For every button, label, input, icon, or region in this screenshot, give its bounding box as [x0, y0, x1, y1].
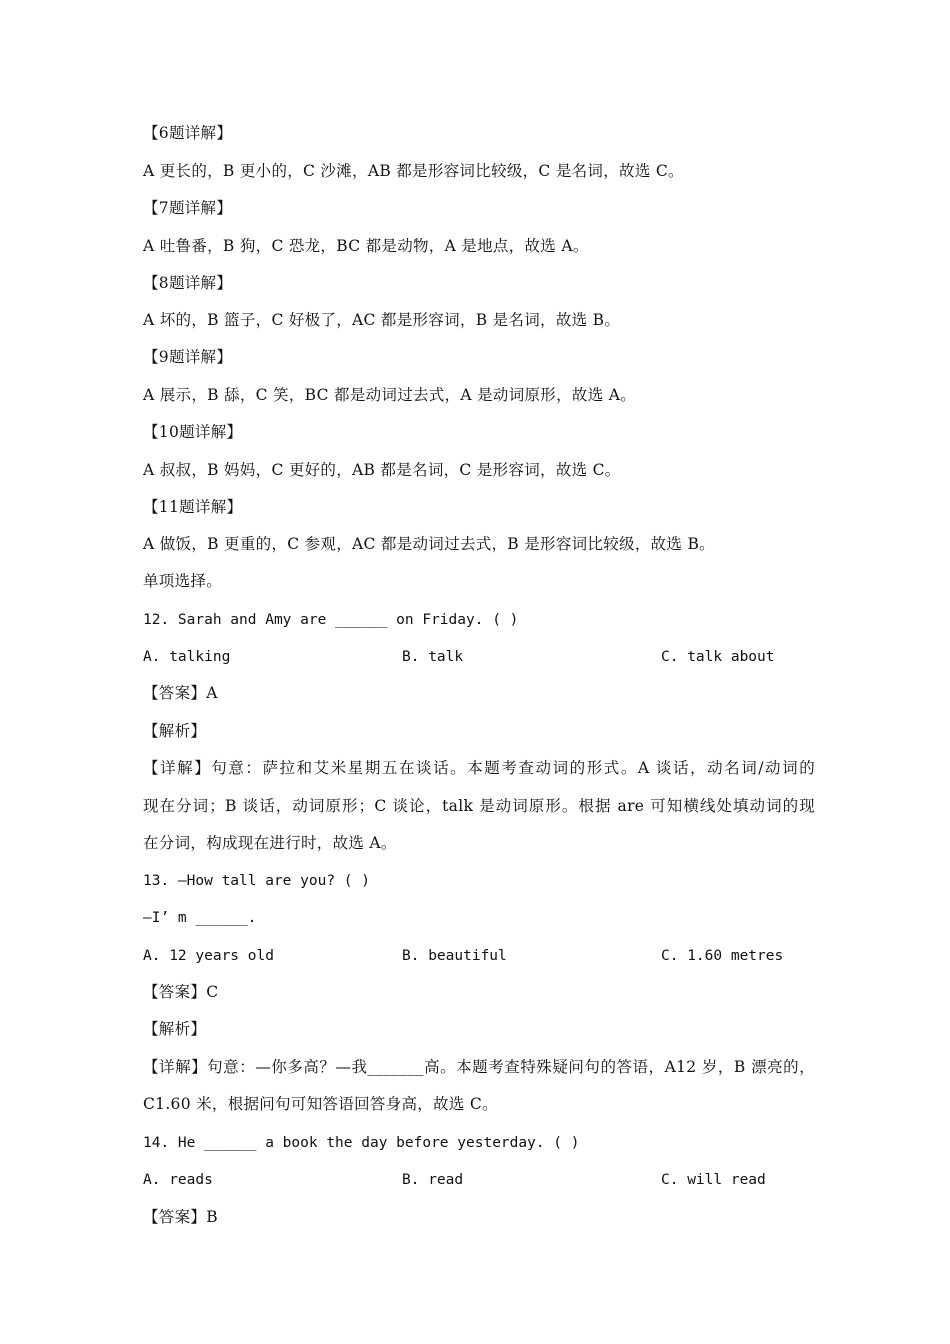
q14-answer: 【答案】B: [143, 1208, 218, 1226]
q12-detail-line-2: 现在分词；B 谈话，动词原形；C 谈论，talk 是动词原形。根据 are 可知横线处填动词的现: [143, 797, 815, 815]
q12-detail-line-1: 【详解】句意：萨拉和艾米星期五在谈话。本题考查动词的形式。A 谈话，动名词/动词的: [143, 759, 815, 777]
q14-option-c: C. will read: [661, 1172, 766, 1188]
q12-question: 12. Sarah and Amy are ______ on Friday. ( ): [143, 612, 519, 628]
item-6-heading: 【6题详解】: [143, 124, 233, 142]
item-11-text: A 做饭，B 更重的，C 参观，AC 都是动词过去式，B 是形容词比较级，故选 B。: [143, 535, 715, 553]
q13-detail-line-1: 【详解】句意：—你多高？—我_______高。本题考查特殊疑问句的答语，A12 岁，B 漂亮的，: [143, 1058, 815, 1076]
item-9-heading: 【9题详解】: [143, 348, 233, 366]
q12-detail-line-3: 在分词，构成现在进行时，故选 A。: [143, 834, 397, 852]
item-8-heading: 【8题详解】: [143, 274, 233, 292]
item-6-text: A 更长的，B 更小的，C 沙滩，AB 都是形容词比较级，C 是名词，故选 C。: [143, 162, 684, 180]
q13-option-b: B. beautiful: [402, 948, 507, 964]
q12-option-a: A. talking: [143, 649, 231, 665]
item-10-text: A 叔叔，B 妈妈，C 更好的，AB 都是名词，C 是形容词，故选 C。: [143, 461, 621, 479]
q13-response-line: —I’ m ______.: [143, 910, 257, 926]
item-7-text: A 吐鲁番，B 狗，C 恐龙，BC 都是动物，A 是地点，故选 A。: [143, 237, 589, 255]
q13-question: 13. —How tall are you? ( ): [143, 873, 370, 889]
q13-analysis-label: 【解析】: [143, 1020, 207, 1038]
q12-option-c: C. talk about: [661, 649, 775, 665]
item-11-heading: 【11题详解】: [143, 498, 243, 516]
item-7-heading: 【7题详解】: [143, 199, 233, 217]
item-10-heading: 【10题详解】: [143, 423, 243, 441]
q14-option-a: A. reads: [143, 1172, 213, 1188]
q13-option-a: A. 12 years old: [143, 948, 274, 964]
q12-analysis-label: 【解析】: [143, 722, 207, 740]
q13-detail-line-2: C1.60 米，根据问句可知答语回答身高，故选 C。: [143, 1095, 498, 1113]
q12-answer: 【答案】A: [143, 684, 218, 702]
section-title: 单项选择。: [143, 572, 223, 590]
item-8-text: A 坏的，B 篮子，C 好极了，AC 都是形容词，B 是名词，故选 B。: [143, 311, 621, 329]
q14-question: 14. He ______ a book the day before yesterday. ( ): [143, 1135, 580, 1151]
q13-option-c: C. 1.60 metres: [661, 948, 784, 964]
q14-option-b: B. read: [402, 1172, 464, 1188]
q13-answer: 【答案】C: [143, 983, 219, 1001]
item-9-text: A 展示，B 舔，C 笑，BC 都是动词过去式，A 是动词原形，故选 A。: [143, 386, 637, 404]
q12-option-b: B. talk: [402, 649, 464, 665]
